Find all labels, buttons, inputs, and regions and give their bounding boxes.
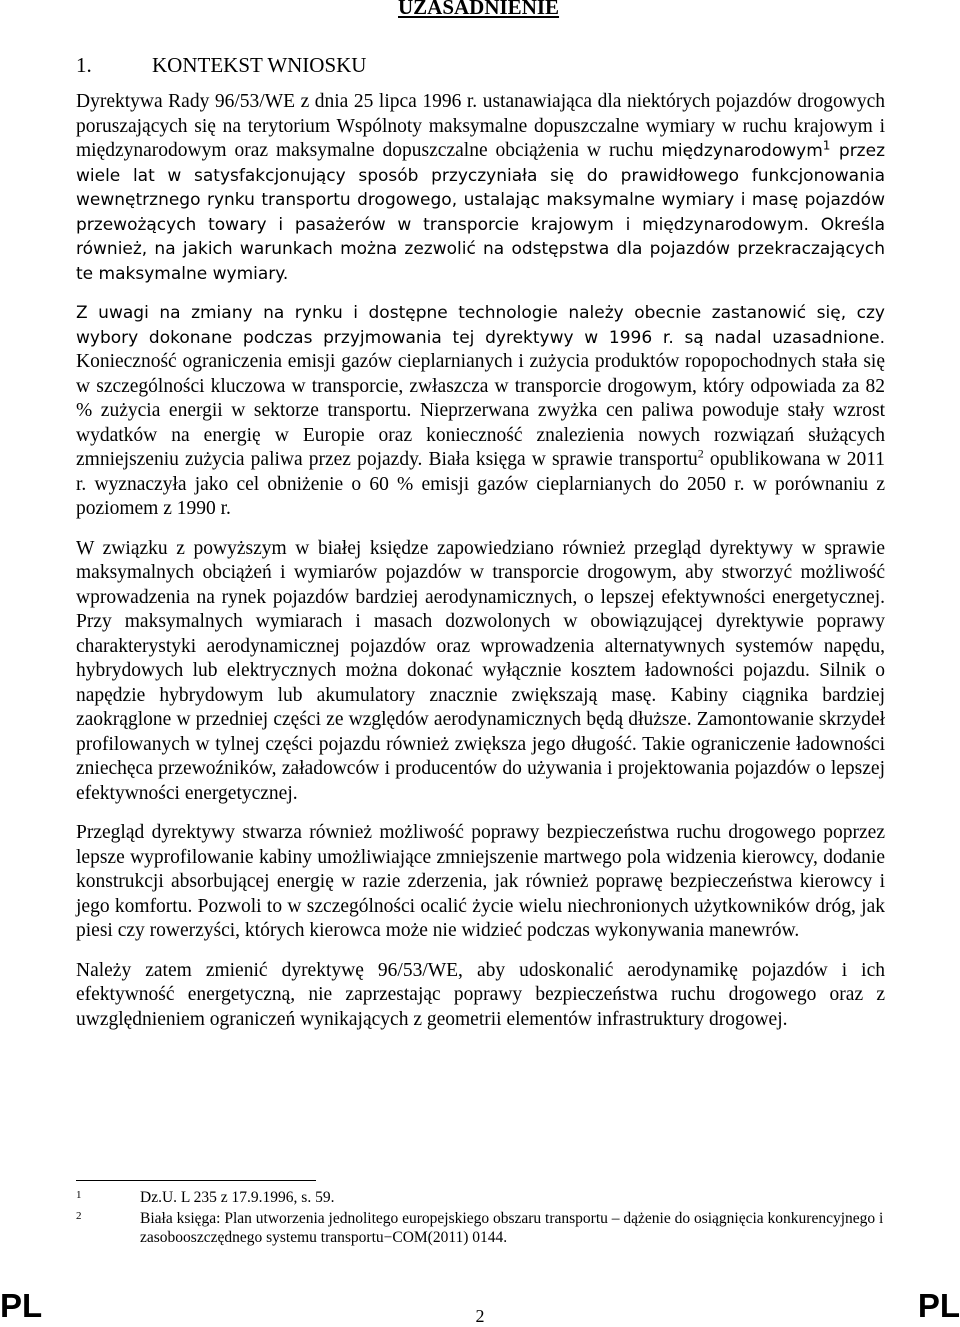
page-number: 2 bbox=[475, 1306, 485, 1326]
footnote-ref-1: 1 bbox=[822, 138, 831, 153]
paragraph-2 bbox=[76, 301, 885, 522]
footnote-separator bbox=[76, 1180, 316, 1181]
page-title: UZASADNIENIE bbox=[398, 0, 560, 19]
footnote-number: 2 bbox=[76, 1210, 82, 1222]
paragraph-1-text-a: Dyrektywa Rady 96/53/WE z dnia 25 lipca 1996 r. ustanawiająca dla niektórych pojazdów drogowych poruszających się na terytorium Wspólnoty maksymalne dopuszczalne wymiary w ruchu krajowym i międzynarodowym oraz maksymalne dopuszczalne obciążenia w ruchu bbox=[76, 91, 885, 161]
footnotes bbox=[76, 1188, 885, 1249]
footnote-number: 1 bbox=[76, 1189, 82, 1201]
footer-language-code-left: PL bbox=[0, 1287, 43, 1324]
footnote-ref-2: 2 bbox=[697, 446, 704, 461]
paragraph-2-text-b: Konieczność ograniczenia emisji gazów cieplarnianych i zużycia produktów ropopochodnych stała się w szczególności kluczowa w transporcie, zwłaszcza w transporcie drogowym, który odpowiada za 82 % zużycia energii w sektorze transportu. Nieprzerwana zwyżka cen paliwa powoduje stały wzrost wydatków na energię w Europie oraz konieczność znalezienia nowych rozwiązań służących zmniejszeniu zużycia paliwa przez pojazdy. Biała księga w sprawie transportu bbox=[76, 351, 885, 470]
paragraph-3: W związku z powyższym w białej księdze zapowiedziano również przegląd dyrektywy w sprawie maksymalnych obciążeń i wymiarów pojazdów w transporcie drogowym, aby stworzyć możliwość wprowadzenia na rynek pojazdów bardziej aerodynamicznych, o lepszej efektywności energetycznej. Przy maksymalnych wymiarach i masach dozwolonych w obowiązującej dyrektywie poprawy charakterystyki aerodynamicznej pojazdów oraz wprowadzenia alternatywnych systemów napędu, hybrydowych lub elektrycznych można dokonać wyłącznie kosztem ładowności pojazdu. Silnik o napędzie hybrydowym lub akumulatory znacznie zwiększają masę. Kabiny ciągnika bardziej zaokrąglone w przedniej części ze względów aerodynamicznych będą dłuższe. Zamontowanie skrzydeł profilowanych w tylnej części pojazdu również zwiększa jego długość. Takie ograniczenie ładowności zniechęca przewoźników, załadowców i producentów do używania i projektowania pojazdów o lepszej efektywności energetycznej. bbox=[76, 537, 885, 804]
footnote-text: Dz.U. L 235 z 17.9.1996, s. 59. bbox=[140, 1189, 335, 1206]
paragraph-2-text-a: Z uwagi na zmiany na rynku i dostępne technologie należy obecnie zastanowić się, czy wybory dokonane podczas przyjmowania tej dyrektywy w 1996 r. są nadal uzasadnione. bbox=[76, 303, 885, 348]
paragraph-1-text-d: Określa również, na jakich warunkach można zezwolić na odstępstwa dla pojazdów przekraczających te maksymalne wymiary. bbox=[76, 214, 885, 284]
paragraph-1-word: międzynarodowym bbox=[661, 141, 823, 161]
footnote-1 bbox=[76, 1188, 885, 1207]
section-number: 1. bbox=[76, 53, 92, 77]
footnote-2 bbox=[76, 1209, 885, 1247]
paragraph-1-text-c: przez wiele lat w satysfakcjonujący sposób przyczyniała się do prawidłowego funkcjonowania wewnętrznego rynku transportu drogowego, ustalając maksymalne wymiary i masę pojazdów przewożących towary i pasażerów w transporcie krajowym i międzynarodowym. bbox=[76, 141, 885, 235]
paragraph-1 bbox=[76, 90, 885, 286]
paragraph-5: Należy zatem zmienić dyrektywę 96/53/WE, aby udoskonalić aerodynamikę pojazdów i ich efektywność energetyczną, nie zaprzestając poprawy bezpieczeństwa ruchu drogowego oraz z uwzględnieniem ograniczeń wynikających z geometrii elementów infrastruktury drogowej. bbox=[76, 959, 885, 1030]
paragraph-4: Przegląd dyrektywy stwarza również możliwość poprawy bezpieczeństwa ruchu drogowego poprzez lepsze wyprofilowanie kabiny umożliwiające zmniejszenie martwego pola widzenia kierowcy, dodanie konstrukcji absorbującej energię w razie zderzenia, jak również poprawę bezpieczeństwa kierowcy i jego komfortu. Pozwoli to w szczególności ocalić życie wielu niechronionych użytkowników dróg, jak piesi czy rowerzyści, których kierowca może nie widzieć podczas wykonywania manewrów. bbox=[76, 822, 885, 941]
section-heading bbox=[76, 52, 366, 78]
paragraph-2-text-c: opublikowana w 2011 r. wyznaczyła jako cel obniżenie o 60 % emisji gazów cieplarnianych do 2050 r. w porównaniu z poziomem z 1990 r. bbox=[76, 449, 885, 519]
footnote-text: Biała księga: Plan utworzenia jednolitego europejskiego obszaru transportu – dążenie do osiągnięcia konkurencyjnego i zasobooszczędnego systemu transportu−COM(2011) 0144. bbox=[140, 1210, 884, 1246]
footer-language-code-right: PL bbox=[917, 1287, 960, 1324]
document-body bbox=[76, 90, 885, 1047]
paragraph-1-text-b bbox=[76, 138, 885, 284]
section-title: KONTEKST WNIOSKU bbox=[152, 53, 367, 77]
